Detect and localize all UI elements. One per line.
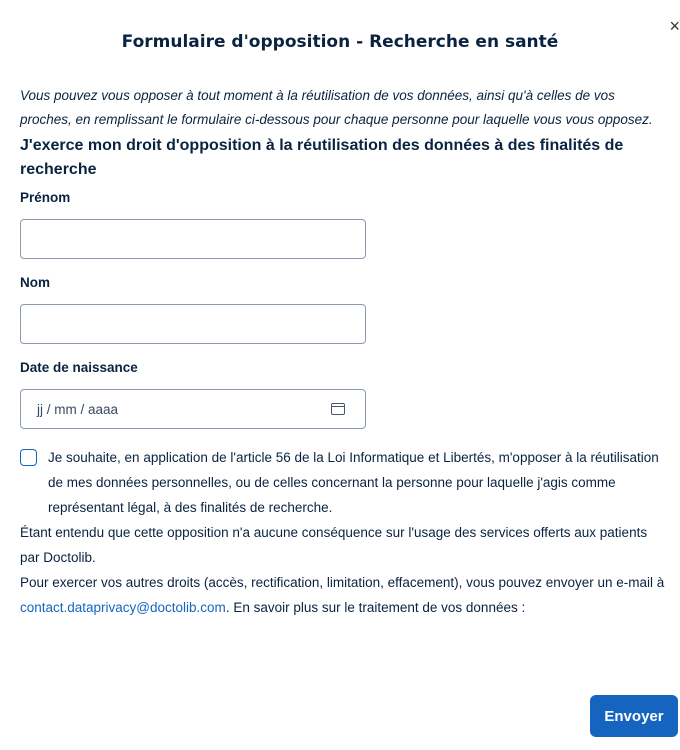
- rights-text-before: Pour exercer vos autres droits (accès, rectification, limitation, effacement), vous pouvez envoyer un e-mail à: [20, 575, 665, 590]
- intro-text: Vous pouvez vous opposer à tout moment à la réutilisation de vos données, ainsi qu'à celles de vos proches, en remplissant le formulaire ci-dessous pour chaque personne pour laquelle vous vous opposez.: [20, 88, 653, 127]
- birth-date-placeholder: jj / mm / aaaa: [37, 401, 119, 417]
- consent-text: Je souhaite, en application de l'article 56 de la Loi Informatique et Libertés, m'opposer à la réutilisation de mes données personnelles, ou de celles concernant la personne pour laquelle j'agis comme représentant légal, à des finalités de recherche.: [48, 450, 659, 515]
- rights-text-after: . En savoir plus sur le traitement de vos données :: [225, 600, 526, 615]
- last-name-input[interactable]: [20, 304, 366, 344]
- dialog-title: Formulaire d'opposition - Recherche en santé: [121, 32, 559, 52]
- notice-text: Étant entendu que cette opposition n'a aucune conséquence sur l'usage des services offerts aux patients par Doctolib.: [20, 525, 648, 565]
- birth-date-label: Date de naissance: [20, 360, 138, 375]
- close-icon[interactable]: ×: [669, 16, 680, 36]
- submit-button[interactable]: Envoyer: [590, 695, 678, 737]
- first-name-label: Prénom: [20, 190, 71, 205]
- first-name-input[interactable]: [20, 219, 366, 259]
- section-title: J'exerce mon droit d'opposition à la réutilisation des données à des finalités de recherche: [20, 137, 624, 178]
- calendar-icon[interactable]: [331, 403, 345, 415]
- consent-checkbox[interactable]: [20, 449, 37, 466]
- birth-date-input[interactable]: [20, 389, 366, 429]
- form-content: [20, 84, 668, 620]
- last-name-label: Nom: [20, 275, 50, 290]
- consent-row[interactable]: [20, 445, 668, 520]
- rights-text: [20, 570, 668, 620]
- privacy-email-link[interactable]: contact.dataprivacy@doctolib.com: [20, 600, 226, 615]
